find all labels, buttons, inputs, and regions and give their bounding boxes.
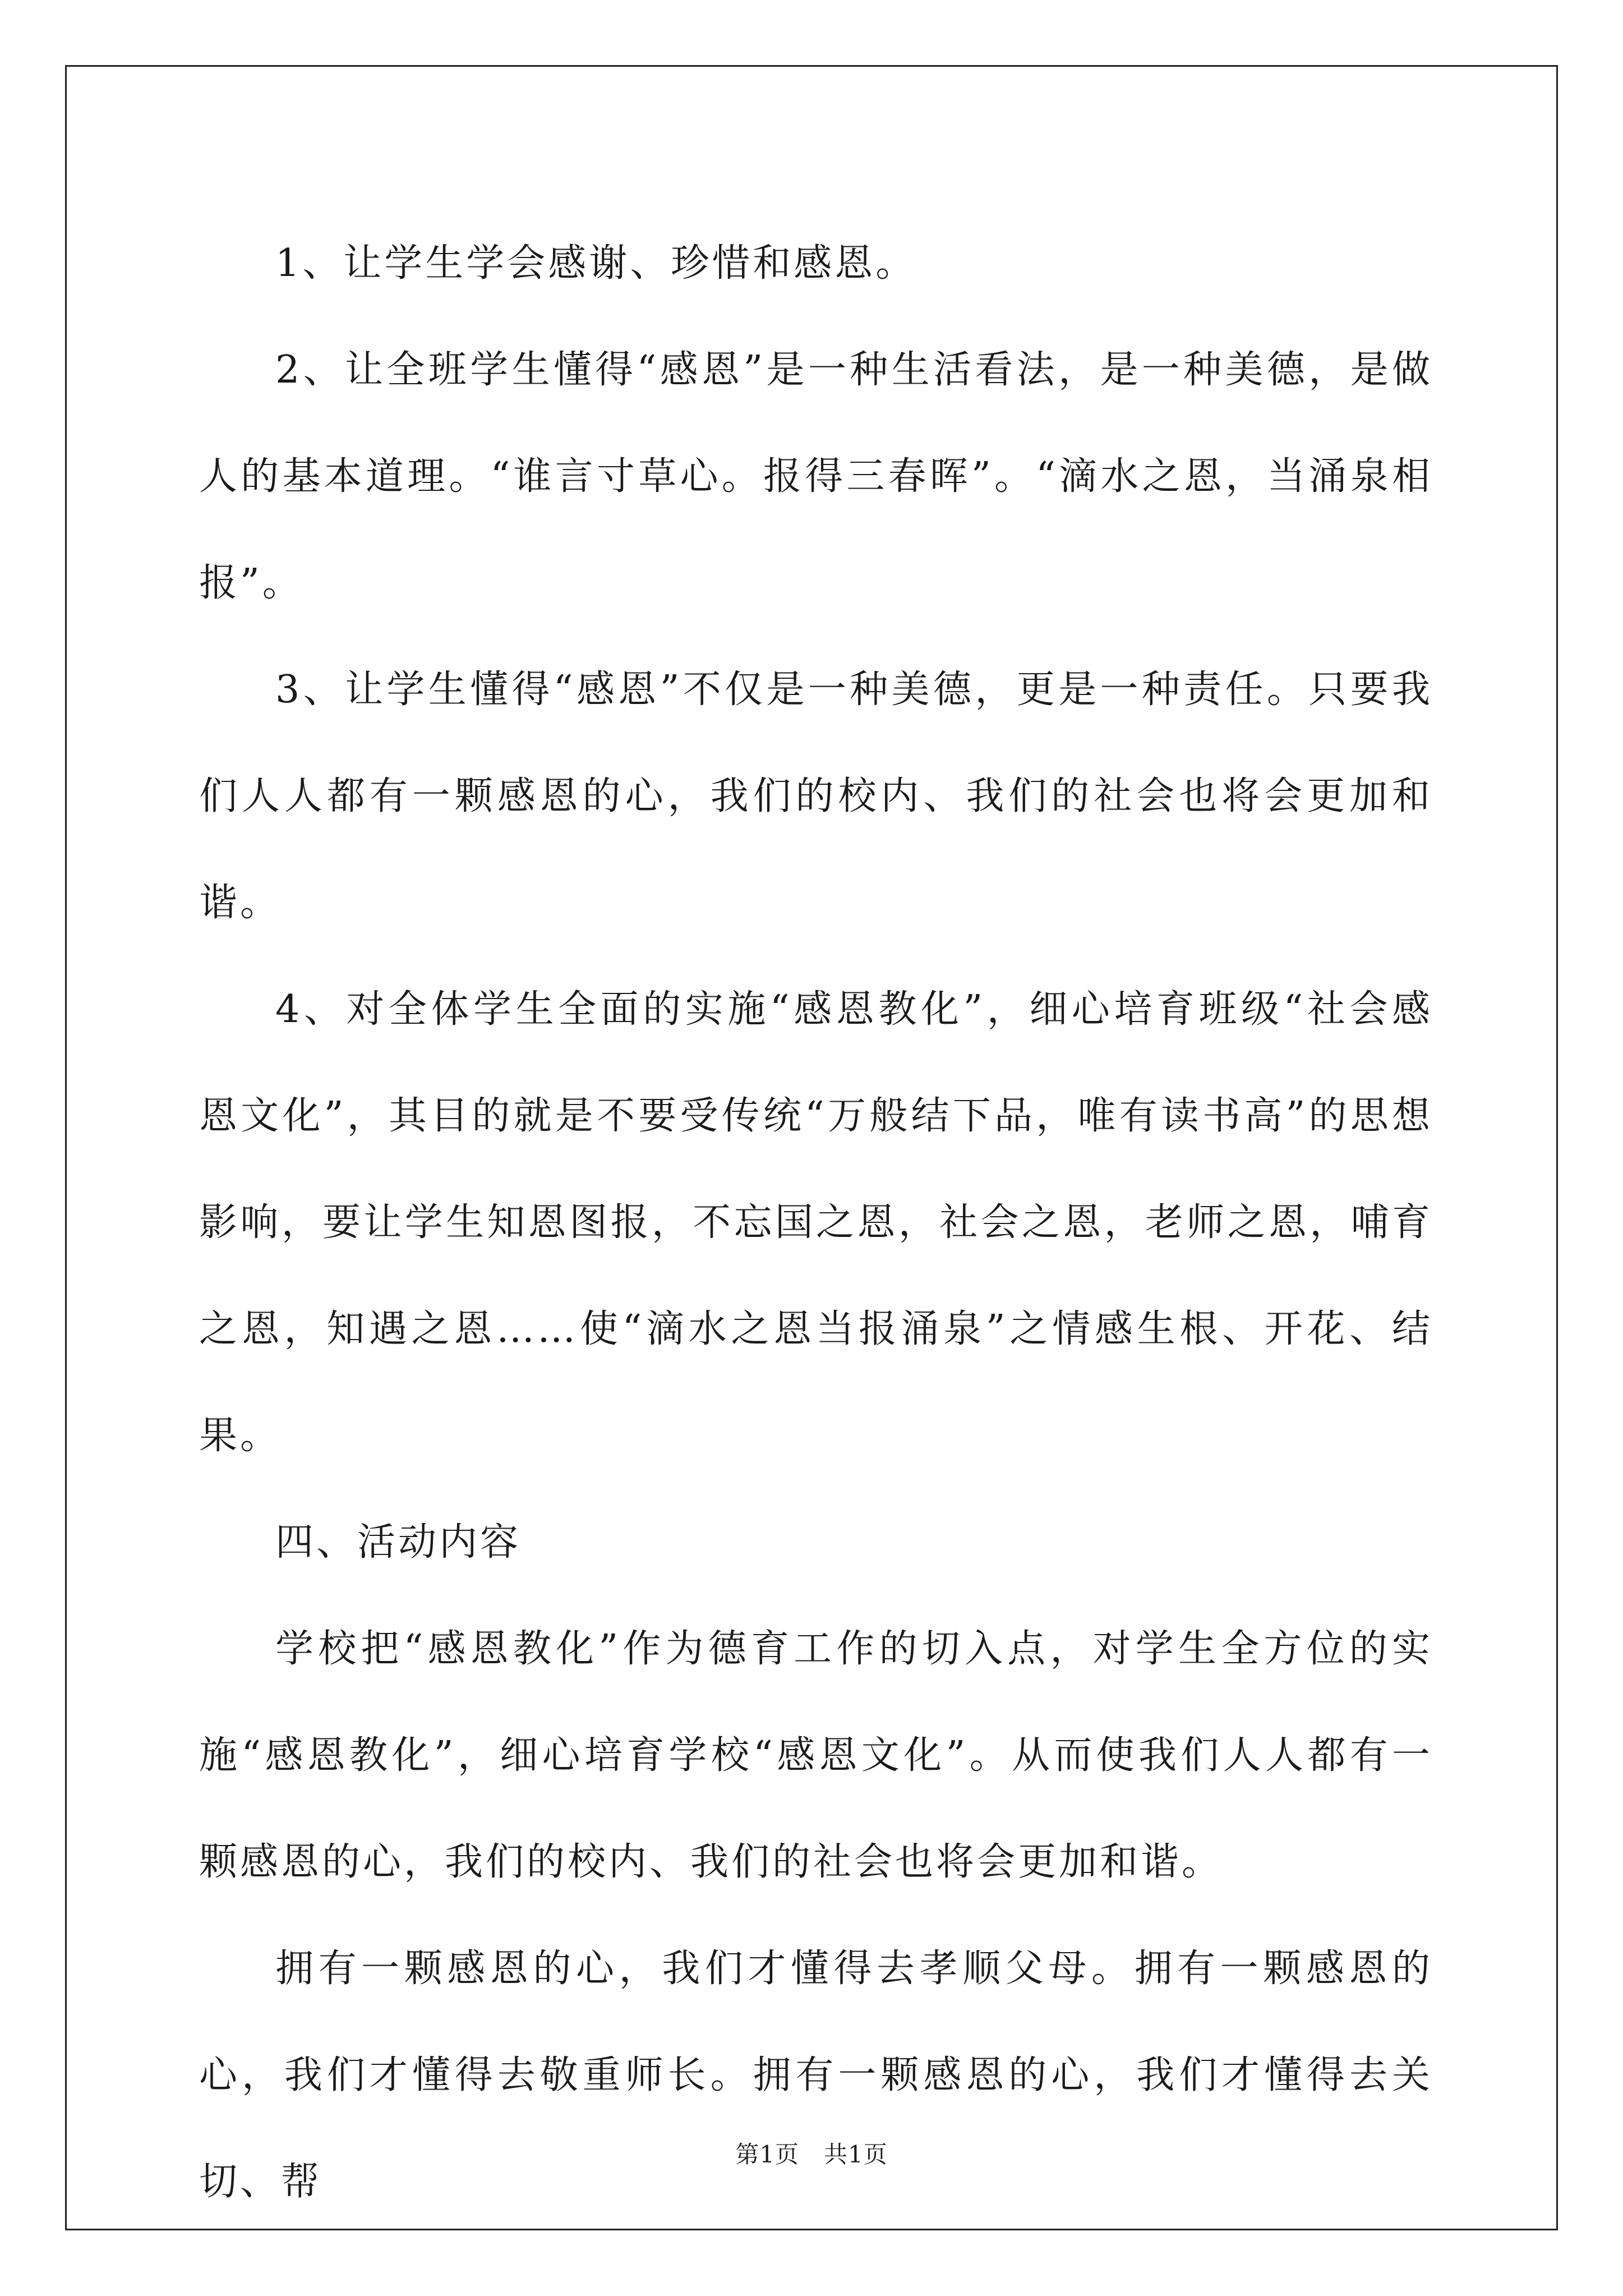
page-footer	[0, 2136, 1623, 2170]
paragraph-goal-3: 3、让学生懂得“感恩”不仅是一种美德，更是一种责任。只要我们人人都有一颗感恩的心，我们的校内、我们的社会也将会更加和谐。	[199, 668, 1433, 925]
section-heading-activity-content: 四、活动内容	[275, 1520, 522, 1565]
page-total: 共1页	[824, 2141, 888, 2168]
paragraph-goal-1: 1、让学生学会感谢、珍惜和感恩。	[275, 241, 917, 286]
paragraph-grateful-heart: 拥有一颗感恩的心，我们才懂得去孝顺父母。拥有一颗感恩的心，我们才懂得去敬重师长。拥有一颗感恩的心，我们才懂得去关切、帮	[199, 1947, 1433, 2204]
paragraph-activity-intro: 学校把“感恩教化”作为德育工作的切入点，对学生全方位的实施“感恩教化”，细心培育学校“感恩文化”。从而使我们人人都有一颗感恩的心，我们的校内、我们的社会也将会更加和谐。	[199, 1627, 1433, 1884]
page-number: 第1页	[735, 2141, 799, 2168]
paragraph-goal-2: 2、让全班学生懂得“感恩”是一种生活看法，是一种美德，是做人的基本道理。“谁言寸草心。报得三春晖”。“滴水之恩，当涌泉相报”。	[199, 348, 1433, 605]
paragraph-goal-4: 4、对全体学生全面的实施“感恩教化”，细心培育班级“社会感恩文化”，其目的就是不要受传统“万般结下品，唯有读书高”的思想影响，要让学生知恩图报，不忘国之恩，社会之恩，老师之恩，哺育之恩，知遇之恩……使“滴水之恩当报涌泉”之情感生根、开花、结果。	[199, 987, 1433, 1458]
document-body	[199, 210, 1433, 2235]
